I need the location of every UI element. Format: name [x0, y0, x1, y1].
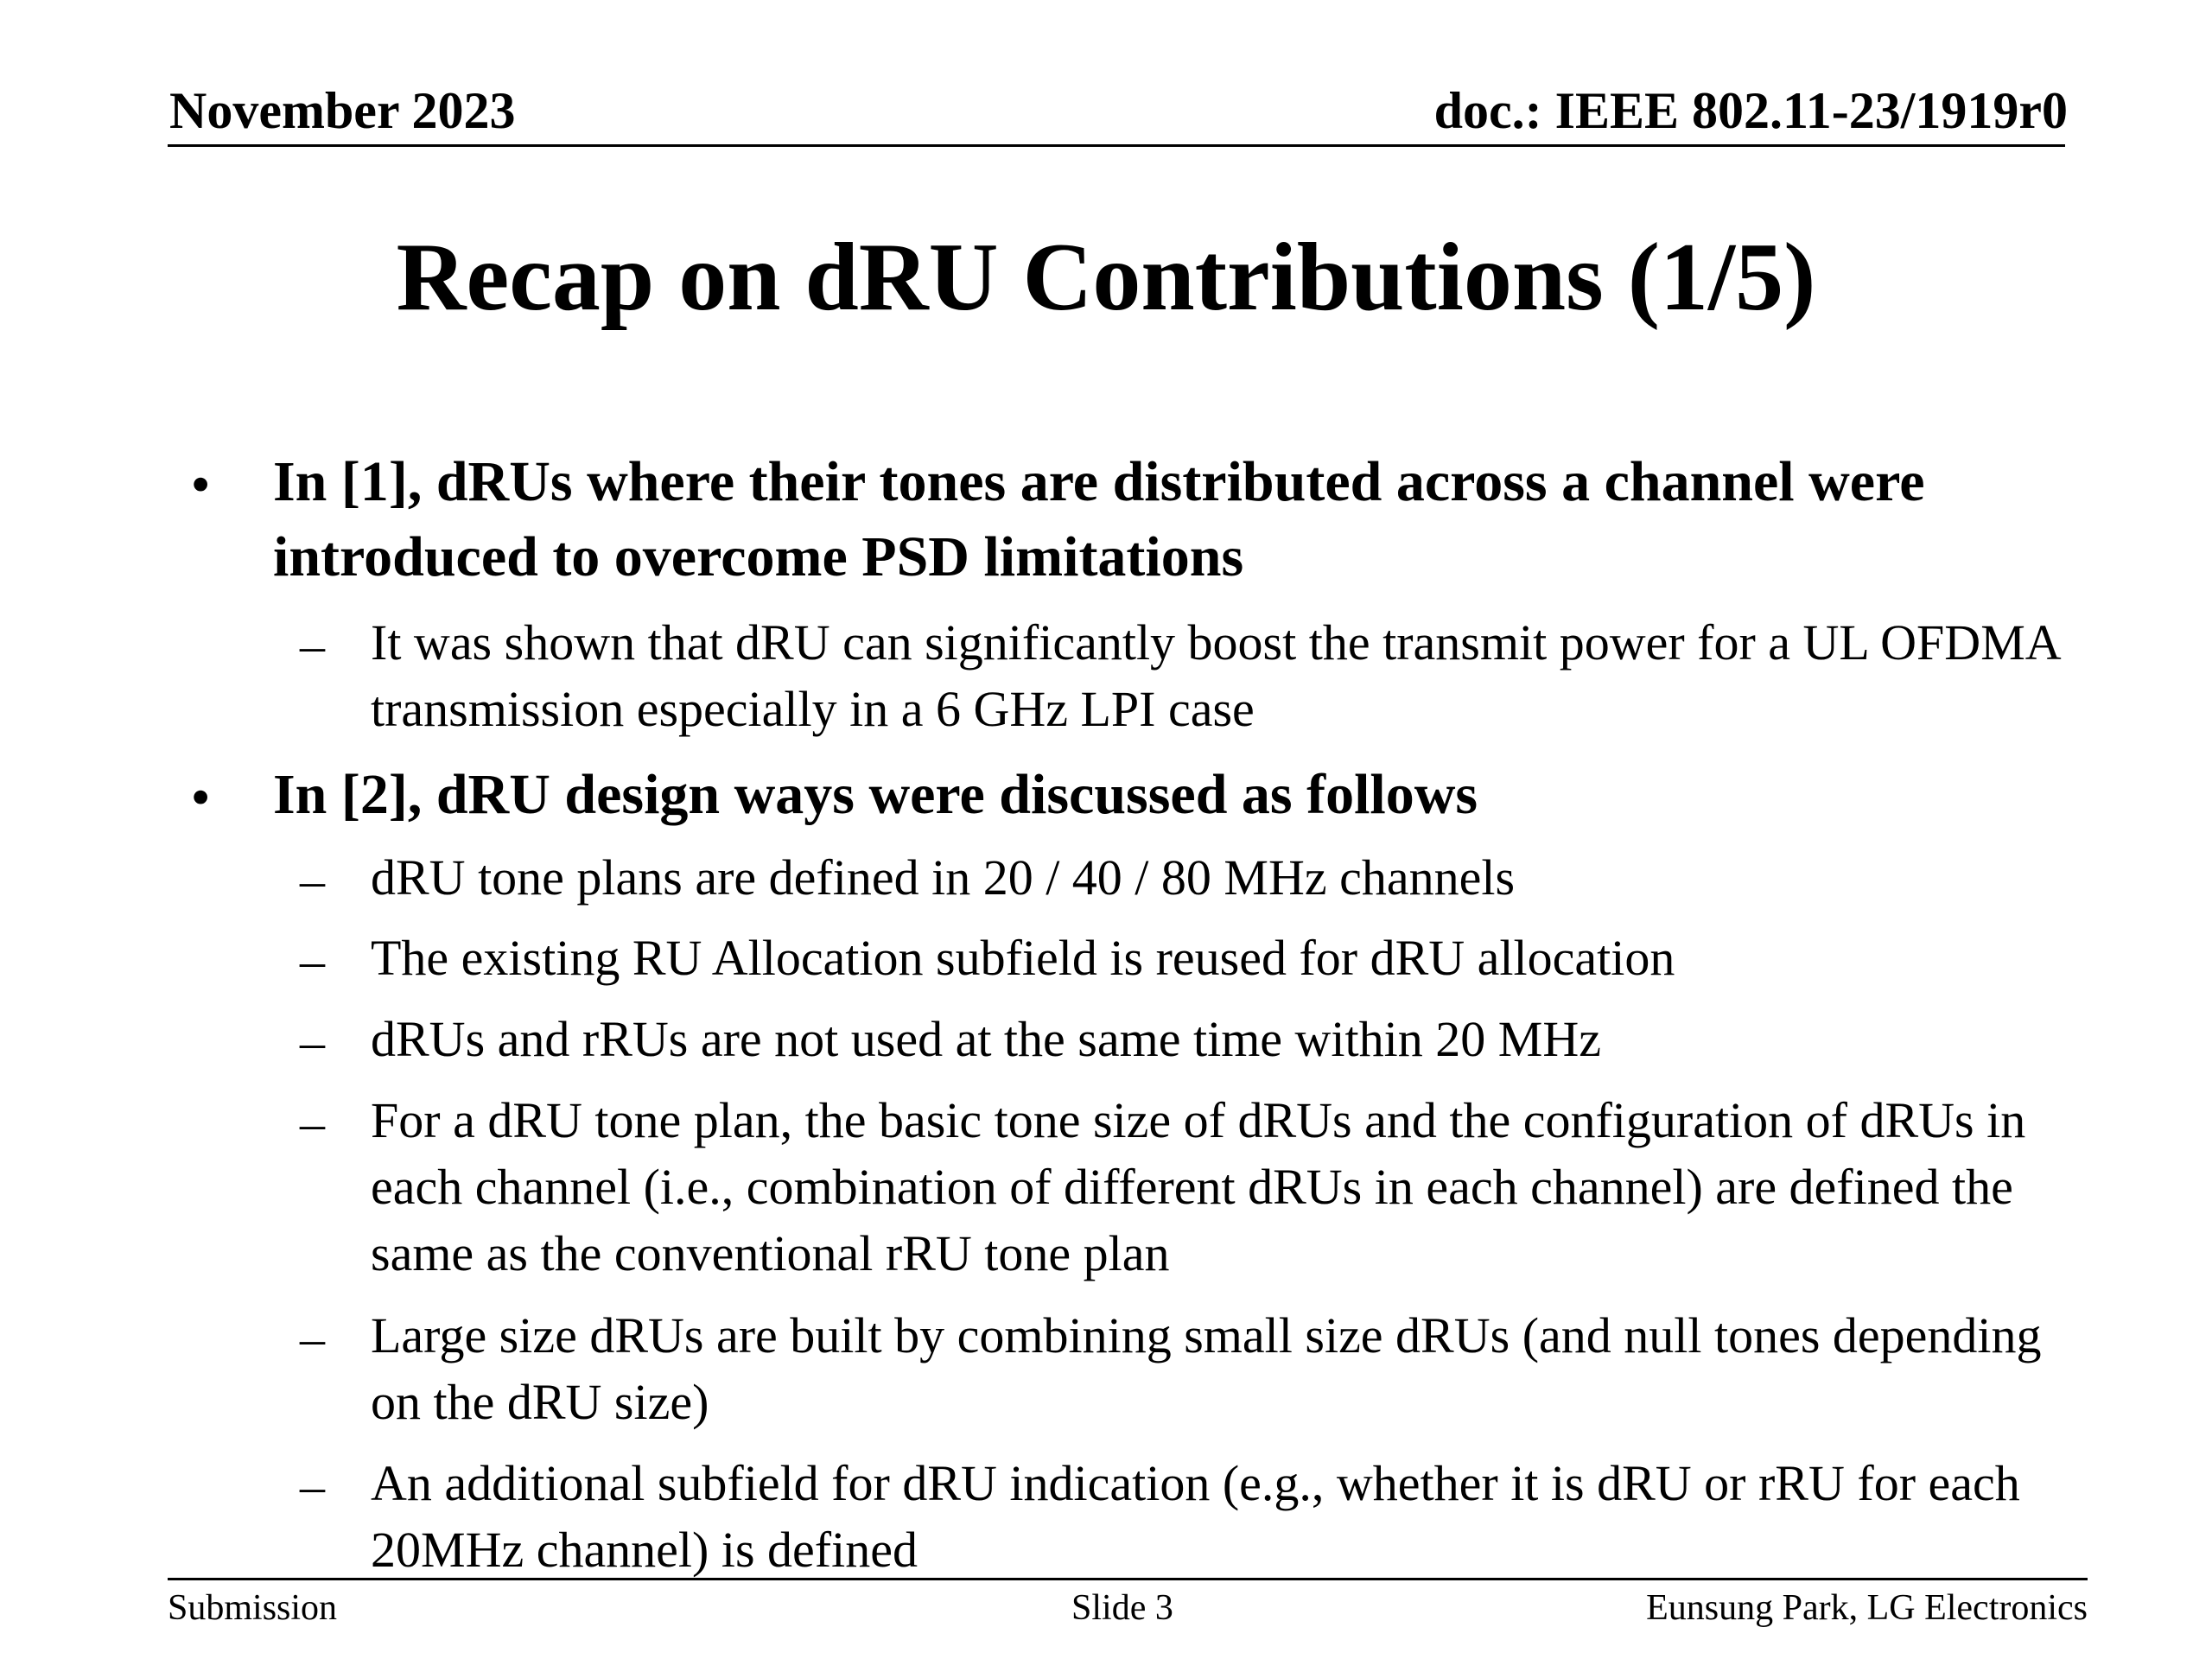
sub-bullet-item: dRUs and rRUs are not used at the same time within 20 MHz — [371, 1011, 1601, 1067]
sub-bullet-item: The existing RU Allocation subfield is reused for dRU allocation — [371, 930, 1675, 986]
sub-bullet-item: dRU tone plans are defined in 20 / 40 / 80 MHz channels — [371, 849, 1516, 906]
bullet-item: In [2], dRU design ways were discussed as follows — [273, 763, 1478, 826]
sub-bullet-marker: – — [300, 852, 325, 908]
sub-bullet-marker: – — [300, 1310, 325, 1366]
header-doc-id: doc.: IEEE 802.11-23/1919r0 — [1433, 82, 2068, 139]
sub-bullet-item: An additional subfield for dRU indication (e.g., whether it is dRU or rRU for each 20MHz channel) is defined — [371, 1455, 2020, 1578]
sub-bullet-item: It was shown that dRU can significantly boost the transmit power for a UL OFDMA transmission especially in a 6 GHz LPI case — [371, 614, 2059, 737]
sub-bullet-marker: – — [300, 617, 325, 673]
sub-bullet-marker: – — [300, 1095, 325, 1151]
footer-author: Eunsung Park, LG Electronics — [1646, 1588, 2088, 1628]
header-date: November 2023 — [169, 82, 516, 139]
slide-title: Recap on dRU Contributions (1/5) — [396, 224, 1816, 331]
sub-bullet-marker: – — [300, 1458, 325, 1514]
footer-divider — [168, 1578, 2088, 1580]
bullet-marker: • — [192, 769, 210, 825]
bullet-marker: • — [192, 456, 210, 512]
sub-bullet-item: Large size dRUs are built by combining small size dRUs (and null tones depending on the dRU size) — [371, 1307, 2042, 1430]
sub-bullet-item: For a dRU tone plan, the basic tone size of dRUs and the configuration of dRUs in each channel (i.e., combination of different dRUs in each channel) are defined the same as the conventional rRU tone plan — [371, 1092, 2026, 1281]
footer-submission: Submission — [168, 1588, 338, 1628]
header-divider — [168, 144, 2065, 147]
sub-bullet-marker: – — [300, 932, 325, 988]
bullet-item: In [1], dRUs where their tones are distributed across a channel were introduced to overcome PSD limitations — [273, 450, 1925, 588]
footer-slide-number: Slide 3 — [1071, 1588, 1173, 1628]
sub-bullet-marker: – — [300, 1014, 325, 1070]
